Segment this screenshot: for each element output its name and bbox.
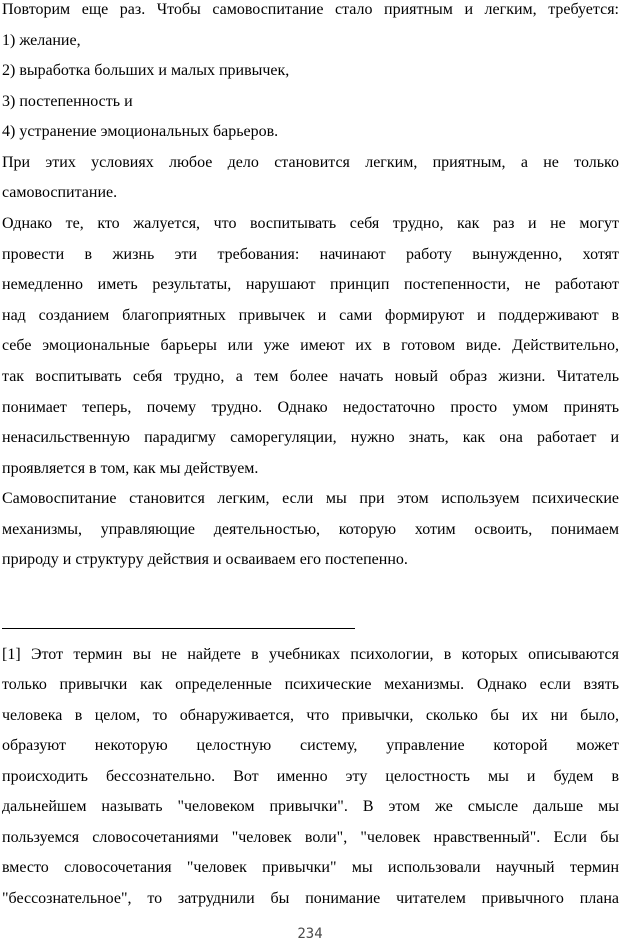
main-text-line: Повторим еще раз. Чтобы самовоспитание стало приятным и легким, требуется:: [2, 1, 619, 18]
main-text-line: Однако те, кто жалуется, что воспитывать себя трудно, как раз и не могут: [2, 215, 619, 232]
footnote-separator: [2, 628, 355, 629]
page-number: 234: [297, 926, 323, 942]
footnote-line: образуют некоторую целостную систему, управление которой может: [2, 737, 619, 754]
main-text-line: понимает теперь, почему трудно. Однако недостаточно просто умом принять: [2, 399, 619, 416]
main-text-line: самовоспитание.: [2, 184, 118, 201]
main-text-line: так воспитывать себя трудно, а тем более начать новый образ жизни. Читатель: [2, 368, 619, 385]
footnote-line: вместо словосочетания "человек привычки" мы использовали научный термин: [2, 859, 619, 876]
main-text-line: 2) выработка больших и малых привычек,: [2, 62, 290, 79]
main-text-line: природу и структуру действия и осваиваем его постепенно.: [2, 551, 408, 568]
footnote-line: пользуемся словосочетаниями "человек воли", "человек нравственный". Если бы: [2, 829, 619, 846]
footnote-line: только привычки как определенные психические механизмы. Однако если взять: [2, 676, 619, 693]
main-text-line: 1) желание,: [2, 32, 81, 49]
footnote-line: происходить бессознательно. Вот именно эту целостность мы и будем в: [2, 768, 619, 785]
main-text-line: При этих условиях любое дело становится легким, приятным, а не только: [2, 154, 619, 171]
footnote-line: "бессознательное", то затруднили бы понимание читателем привычного плана: [2, 890, 619, 907]
main-text-line: 4) устранение эмоциональных барьеров.: [2, 123, 279, 140]
footnote-line: [1] Этот термин вы не найдете в учебниках психологии, в которых описываются: [2, 646, 619, 663]
footnote-line: человека в целом, то обнаруживается, что привычки, сколько бы их ни было,: [2, 707, 619, 724]
main-text-line: Самовоспитание становится легким, если мы при этом используем психические: [2, 490, 619, 507]
main-text-line: над созданием благоприятных привычек и сами формируют и поддерживают в: [2, 307, 619, 324]
main-text-line: механизмы, управляющие деятельностью, которую хотим освоить, понимаем: [2, 521, 619, 538]
main-text-line: ненасильственную парадигму саморегуляции, нужно знать, как она работает и: [2, 429, 619, 446]
main-text-line: 3) постепенность и: [2, 93, 133, 110]
footnote-line: дальнейшем называть "человеком привычки". В этом же смысле дальше мы: [2, 798, 619, 815]
main-text-line: себе эмоциональные барьеры или уже имеют их в готовом виде. Действительно,: [2, 337, 619, 354]
main-text-line: провести в жизнь эти требования: начинают работу вынужденно, хотят: [2, 246, 619, 263]
main-text-line: немедленно иметь результаты, нарушают принцип постепенности, не работают: [2, 276, 619, 293]
main-text-line: проявляется в том, как мы действуем.: [2, 460, 259, 477]
